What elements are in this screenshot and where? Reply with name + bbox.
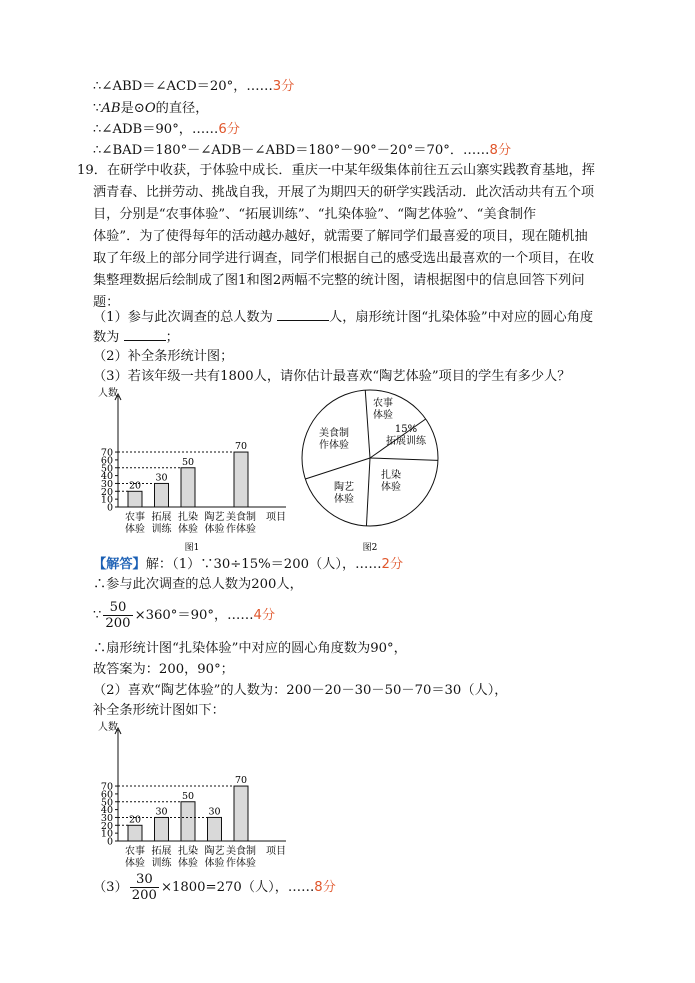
figure-caption: 图1 [184, 543, 200, 553]
x-tick-label: 作体验 [226, 858, 256, 868]
fraction-denominator: 200 [105, 616, 131, 631]
answer-line-3 [93, 600, 275, 631]
fraction-denominator: 200 [131, 888, 157, 903]
proof-line-3 [93, 121, 240, 139]
bar [128, 491, 142, 507]
bar-value-label: 30 [208, 806, 221, 818]
pie-slice-label: 作体验 [319, 440, 349, 451]
bar-value-label: 20 [128, 814, 142, 826]
sub-question-1 [93, 308, 593, 327]
question-text: 人，扇形统计图“扎染体验”中对应的圆心角度 [329, 310, 594, 325]
bar-value-label: 50 [181, 790, 195, 802]
proof-line-4 [93, 142, 511, 160]
sub-question-3: （3）若该年级一共有1800人，请你估计最喜欢“陶艺体验”项目的学生有多少人？ [93, 369, 571, 384]
answer-line-8 [93, 872, 336, 903]
x-tick-label: 体验 [125, 524, 145, 535]
answer-tag: 【解答】 [93, 557, 146, 572]
fraction-numerator: 50 [103, 600, 132, 616]
bar [181, 802, 195, 841]
question-text: 集整理数据后绘制成了图1和图2两幅不完整的统计图，请根据图中的信息回答下列问 [93, 273, 585, 288]
x-tick-label: 陶艺 [204, 512, 225, 523]
y-tick-label: 50 [100, 463, 113, 475]
bar [181, 468, 195, 507]
proof-text: ∴∠BAD＝180°－∠ADB－∠ABD＝180°－90°－20°＝70°．…… [93, 143, 490, 158]
y-tick-label: 20 [100, 820, 113, 832]
x-tick-label: 体验 [204, 524, 225, 535]
bar-chart-figure-1 [96, 384, 296, 554]
question-text: ； [165, 330, 179, 345]
score-mark: 4分 [253, 608, 276, 623]
answer-line-7: 补全条形统计图如下： [93, 703, 225, 718]
y-tick-label: 60 [100, 789, 113, 801]
bar-value-label: 50 [181, 456, 195, 468]
answer-line-1 [93, 556, 403, 574]
proof-line-1 [93, 78, 294, 96]
question-text: 数为 [93, 330, 120, 345]
x-axis-label: 项目 [266, 846, 286, 857]
fraction [130, 872, 159, 903]
proof-line-2 [93, 100, 208, 118]
x-tick-label: 训练 [151, 524, 172, 535]
y-tick-label: 70 [100, 447, 113, 459]
y-tick-label: 70 [100, 781, 113, 793]
y-tick-label: 20 [100, 486, 113, 498]
answer-text: ×360°＝90°，…… [134, 608, 254, 623]
pie-slice-border [305, 458, 370, 479]
question-text: 取了年级上的部分同学进行调查，同学们根据自己的感受选出最喜欢的一个项目，在收 [93, 251, 595, 266]
pie-chart-figure-2 [288, 384, 453, 554]
y-tick-label: 40 [100, 471, 113, 483]
score-mark: 6分 [218, 122, 240, 137]
sub-question-1-cont [93, 328, 179, 347]
x-tick-label: 体验 [125, 858, 145, 868]
bar [128, 825, 142, 841]
x-tick-label: 拓展 [151, 846, 172, 857]
x-tick-label: 训练 [151, 858, 172, 868]
answer-text: （3） [93, 880, 128, 895]
y-axis-label: 人数 [98, 388, 118, 399]
bar-value-label: 30 [155, 806, 168, 818]
y-tick-label: 0 [106, 502, 113, 514]
y-tick-label: 10 [100, 828, 113, 840]
x-tick-label: 扎染 [178, 846, 198, 857]
x-tick-label: 作体验 [226, 524, 256, 535]
y-tick-label: 30 [100, 478, 113, 490]
question-text: （1）参与此次调查的总人数为 [93, 310, 273, 325]
proof-text: ∵ [93, 101, 102, 116]
x-tick-label: 体验 [204, 858, 225, 868]
bar-chart-completed [96, 718, 296, 868]
y-tick-label: 50 [100, 797, 113, 809]
y-tick-label: 40 [100, 805, 113, 817]
bar-value-label: 30 [155, 472, 168, 484]
fraction-numerator: 30 [130, 872, 159, 888]
y-axis-label: 人数 [98, 722, 118, 733]
question-text: 目，分别是“农事体验”、“拓展训练”、“扎染体验”、“陶艺体验”、“美食制作 [93, 207, 537, 222]
bar-value-label: 70 [234, 441, 248, 453]
y-tick-label: 0 [106, 836, 113, 848]
answer-text: 解：（1）∵30÷15%＝200（人），…… [145, 557, 382, 572]
proof-text: AB [101, 101, 121, 116]
bar [208, 817, 222, 841]
bar [155, 817, 169, 841]
score-mark: 2分 [381, 557, 404, 572]
answer-line-6: （2）喜欢“陶艺体验”的人数为：200－20－30－50－70＝30（人）， [93, 683, 508, 698]
question-text: 19．在研学中收获，于体验中成长．重庆一中某年级集体前往五云山寨实践教育基地，挥 [77, 163, 595, 178]
answer-text: ×1800=270（人），…… [160, 880, 315, 895]
pie-slice-border [366, 458, 370, 526]
pie-slice-label: 拓展训练 [386, 436, 426, 447]
pie-slice-label: 农事 [373, 398, 393, 409]
proof-text: 的直径， [155, 101, 209, 116]
figure-caption: 图2 [362, 543, 378, 553]
bar-value-label: 70 [234, 775, 248, 787]
pie-slice-label: 体验 [334, 494, 354, 505]
y-tick-label: 10 [100, 494, 113, 506]
score-mark: 8分 [489, 143, 512, 158]
question-text: 洒青春、比拼劳动、挑战自我，开展了为期四天的研学实践活动．此次活动共有五个项 [93, 185, 595, 200]
fraction [103, 600, 132, 631]
bar [234, 786, 248, 841]
proof-text: ∴∠ABD＝∠ACD＝20°，…… [93, 79, 273, 94]
proof-text: ∴∠ADB＝90°，…… [93, 122, 219, 137]
score-mark: 8分 [314, 880, 336, 895]
answer-blank [124, 328, 166, 341]
bar-value-label: 20 [128, 480, 142, 492]
question-text: 体验”．为了使得每年的活动越办越好，就需要了解同学们最喜爱的项目，现在随机抽 [93, 229, 588, 244]
answer-line-5: 故答案为：200，90°； [93, 662, 234, 677]
pie-slice-border [365, 390, 370, 458]
proof-text: 是⊙ [120, 101, 145, 116]
x-tick-label: 体验 [178, 524, 198, 535]
answer-line-4: ∴扇形统计图“扎染体验”中对应的圆心角度数为90°， [93, 641, 407, 656]
pie-slice-label: 陶艺 [334, 482, 354, 493]
score-mark: 3分 [272, 79, 295, 94]
pie-slice-border [370, 458, 438, 460]
sub-question-2: （2）补全条形统计图； [93, 349, 234, 364]
x-axis-label: 项目 [266, 512, 286, 523]
x-tick-label: 农事 [125, 512, 145, 523]
question-text: 题： [93, 295, 120, 310]
x-tick-label: 体验 [178, 858, 198, 868]
bar [155, 483, 169, 507]
x-tick-label: 陶艺 [204, 846, 225, 857]
x-tick-label: 拓展 [151, 512, 172, 523]
y-tick-label: 60 [100, 455, 113, 467]
x-tick-label: 美食制 [226, 512, 256, 523]
answer-text: ∵ [93, 608, 102, 623]
pie-slice-label: 体验 [373, 410, 393, 421]
bar [234, 452, 248, 507]
x-tick-label: 农事 [125, 846, 145, 857]
x-tick-label: 美食制 [226, 846, 256, 857]
pie-slice-label: 15% [394, 424, 418, 435]
x-tick-label: 扎染 [178, 512, 198, 523]
pie-slice-label: 体验 [381, 482, 401, 493]
y-tick-label: 30 [100, 812, 113, 824]
pie-slice-label: 扎染 [381, 470, 401, 481]
pie-slice-label: 美食制 [319, 428, 349, 439]
proof-text: O [144, 101, 156, 116]
answer-line-2: ∴参与此次调查的总人数为200人， [93, 577, 303, 592]
answer-blank [277, 308, 329, 321]
